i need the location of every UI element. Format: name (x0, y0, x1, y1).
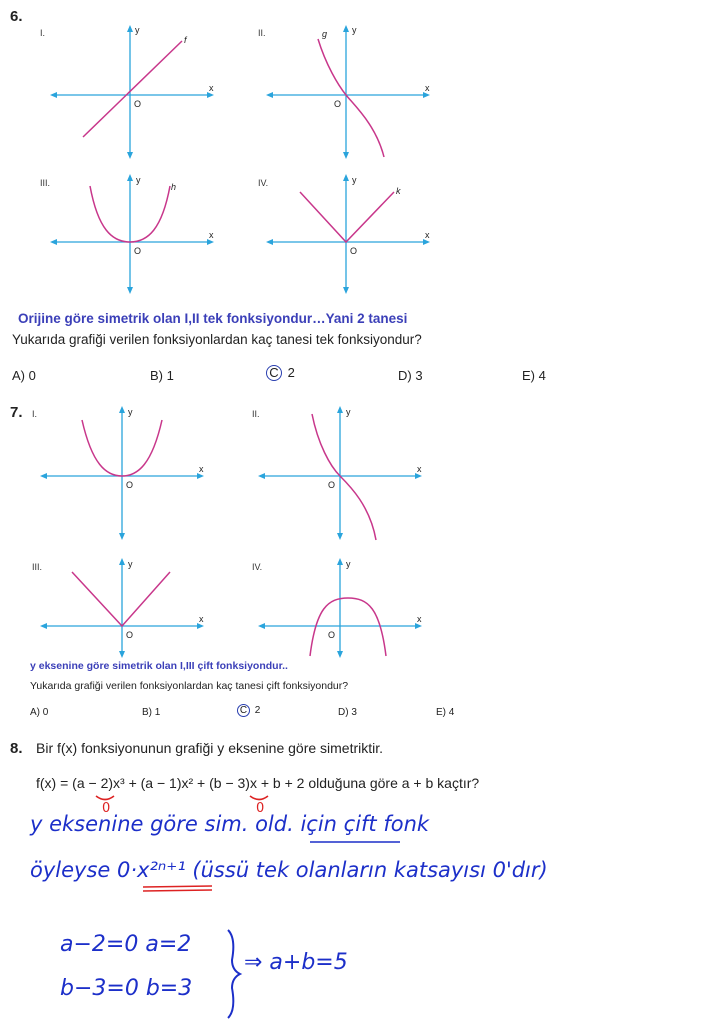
q7-graph1-roman: I. (32, 409, 38, 419)
q7-note: y eksenine göre simetrik olan I,III çift fonksiyondur.. (30, 660, 288, 672)
q6-graph2-roman: II. (258, 28, 266, 38)
x-label: x (209, 230, 214, 240)
func-label: k (396, 186, 401, 196)
q7-graph2-roman: II. (252, 409, 260, 419)
q7-option-b[interactable]: B) 1 (142, 707, 161, 718)
origin-label: O (134, 99, 142, 109)
q6-option-b[interactable]: B) 1 (150, 368, 174, 383)
origin-label: O (328, 630, 336, 640)
q6-graph4-roman: IV. (258, 178, 269, 188)
red-underline-1 (143, 886, 212, 887)
q7-question: Yukarıda grafiği verilen fonksiyonlardan kaç tanesi çift fonksiyondur? (30, 680, 349, 692)
x-label: x (209, 83, 214, 93)
q7-option-d[interactable]: D) 3 (338, 707, 357, 718)
y-label: y (135, 25, 140, 35)
answer-circle: C (266, 365, 282, 381)
origin-label: O (126, 480, 134, 490)
x-label: x (425, 83, 430, 93)
y-label: y (352, 25, 357, 35)
func-label: g (322, 29, 328, 39)
q7-option-a[interactable]: A) 0 (30, 707, 49, 718)
origin-label: O (350, 246, 358, 256)
q6-graph3-roman: III. (40, 178, 51, 188)
q6-graph1-roman: I. (40, 28, 46, 38)
red-arc-b3 (250, 796, 268, 800)
origin-label: O (334, 99, 342, 109)
q6-note: Orijine göre simetrik olan I,II tek fonksiyondur…Yani 2 tanesi (18, 311, 408, 326)
origin-label: O (328, 480, 336, 490)
hand-eq2: b−3=0 b=3 (60, 976, 193, 1001)
q7-graph4-roman: IV. (252, 562, 263, 572)
q6-number: 6. (10, 8, 23, 25)
red-arc-a2 (96, 796, 114, 800)
func-label: h (171, 182, 177, 192)
y-label: y (128, 559, 133, 569)
x-label: x (199, 464, 204, 474)
q7-option-c[interactable]: C 2 (237, 704, 260, 717)
q6-option-d[interactable]: D) 3 (398, 368, 423, 383)
y-label: y (136, 175, 141, 185)
y-label: y (128, 407, 133, 417)
origin-label: O (134, 246, 142, 256)
y-label: y (352, 175, 357, 185)
y-label: y (346, 559, 351, 569)
q6-question: Yukarıda grafiği verilen fonksiyonlardan kaç tanesi tek fonksiyondur? (12, 332, 422, 347)
hand-result: ⇒ a+b=5 (244, 950, 348, 975)
x-label: x (417, 614, 422, 624)
red-zero-b3: 0 (256, 801, 265, 816)
brace (228, 930, 240, 1018)
answer-circle: C (237, 704, 250, 717)
x-label: x (425, 230, 430, 240)
q7-number: 7. (10, 404, 23, 421)
q6-option-e[interactable]: E) 4 (522, 368, 546, 383)
q7-option-e[interactable]: E) 4 (436, 707, 455, 718)
origin-label: O (126, 630, 134, 640)
q8-line2: f(x) = (a − 2)x³ + (a − 1)x² + (b − 3)x + b + 2 olduğuna göre a + b kaçtır? (36, 775, 480, 791)
func-label: f (184, 35, 187, 45)
x-label: x (417, 464, 422, 474)
hand-line2: öyleyse 0·x²ⁿ⁺¹ (üssü tek olanların katsayısı 0'dır) (30, 858, 548, 882)
q8-number: 8. (10, 740, 23, 757)
y-label: y (346, 407, 351, 417)
hand-line1: y eksenine göre sim. old. için çift fonk (30, 812, 430, 836)
red-underline-2 (143, 890, 212, 891)
x-label: x (199, 614, 204, 624)
q8-line1: Bir f(x) fonksiyonunun grafiği y eksenine göre simetriktir. (36, 740, 384, 756)
hand-eq1: a−2=0 a=2 (60, 932, 192, 957)
q6-option-a[interactable]: A) 0 (12, 368, 36, 383)
red-zero-a2: 0 (102, 801, 111, 816)
q7-graph3-roman: III. (32, 562, 43, 572)
q6-option-c[interactable]: C 2 (266, 365, 295, 381)
